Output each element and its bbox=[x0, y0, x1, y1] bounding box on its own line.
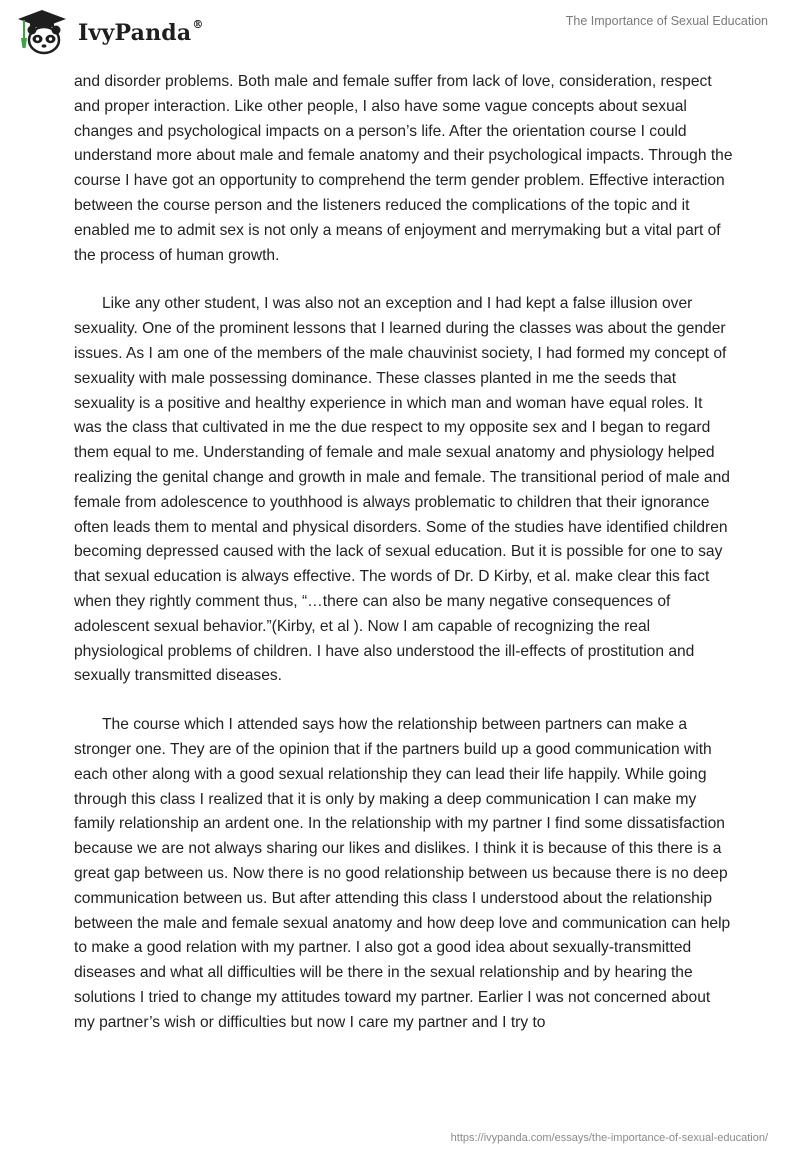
essay-paragraph-2: Like any other student, I was also not an exception and I had kept a false illusion over sexuality. One of the prominent lessons that I learned during the classes was about the gender issues. As I am one of the members of the male chauvinist society, I had formed my concept of sexuality with male possessing dominance. These classes planted in me the seeds that sexuality is a positive and healthy experience in which man and woman have equal roles. It was the class that cultivated in me the due respect to my opposite sex and I began to regard them equal to me. Understanding of female and male sexual anatomy and physiology helped realizing the genital change and growth in male and female. The transitional period of male and female from adolescence to youthhood is always problematic to children that their ignorance often leads them to mental and physical disorders. Some of the studies have identified children becoming depressed caused with the lack of sexual education. But it is possible for one to say that sexual education is always effective. The words of Dr. D Kirby, et al. make clear this fact when they rightly comment thus, “…there can also be many negative consequences of adolescent sexual behavior.”(Kirby, et al ). Now I am capable of recognizing the real physiological problems of children. I have also understood the ill-effects of prostitution and sexually transmitted diseases. bbox=[74, 295, 730, 685]
essay-paragraph-3: The course which I attended says how the relationship between partners can make a stronger one. They are of the opinion that if the partners build up a good communication with each other along with a good sexual relationship they can lead their life happily. While going through this class I realized that it is only by making a deep communication I can make my family relationship an ardent one. In the relationship with my partner I find some dissatisfaction because we are not always sharing our likes and dislikes. I think it is because of this there is a great gap between us. Now there is no good relationship between us because there is no deep communication between us. But after attending this class I understood about the relationship between the male and female sexual anatomy and how deep love and communication can help to make a good relation with my partner. I also got a good idea about sexually-transmitted diseases and what all difficulties will be there in the sexual relationship and by hearing the solutions I tried to change my attitudes toward my partner. Earlier I was not concerned about my partner’s wish or difficulties but now I care my partner and I try to bbox=[74, 716, 731, 1031]
brand-name: IvyPanda bbox=[78, 20, 192, 46]
source-url[interactable]: https://ivypanda.com/essays/the-importance-of-sexual-education/ bbox=[450, 1132, 768, 1144]
document-title: The Importance of Sexual Education bbox=[565, 14, 768, 28]
essay-paragraph-1: and disorder problems. Both male and female suffer from lack of love, consideration, respect and proper interaction. Like other people, I also have some vague concepts about sexual changes and psychological impacts on a person’s life. After the orientation course I could understand more about male and female anatomy and their psychological impacts. Through the course I have got an opportunity to comprehend the term gender problem. Effective interaction between the course person and the listeners reduced the complications of the topic and it enabled me to admit sex is not only a means of enjoyment and merrymaking but a vital part of the process of human growth. bbox=[74, 73, 733, 264]
page-header bbox=[0, 0, 800, 70]
registered-mark: ® bbox=[192, 18, 204, 31]
panda-graduate-icon bbox=[14, 8, 70, 58]
essay-body bbox=[74, 70, 734, 1059]
brand-logo[interactable] bbox=[14, 8, 204, 58]
